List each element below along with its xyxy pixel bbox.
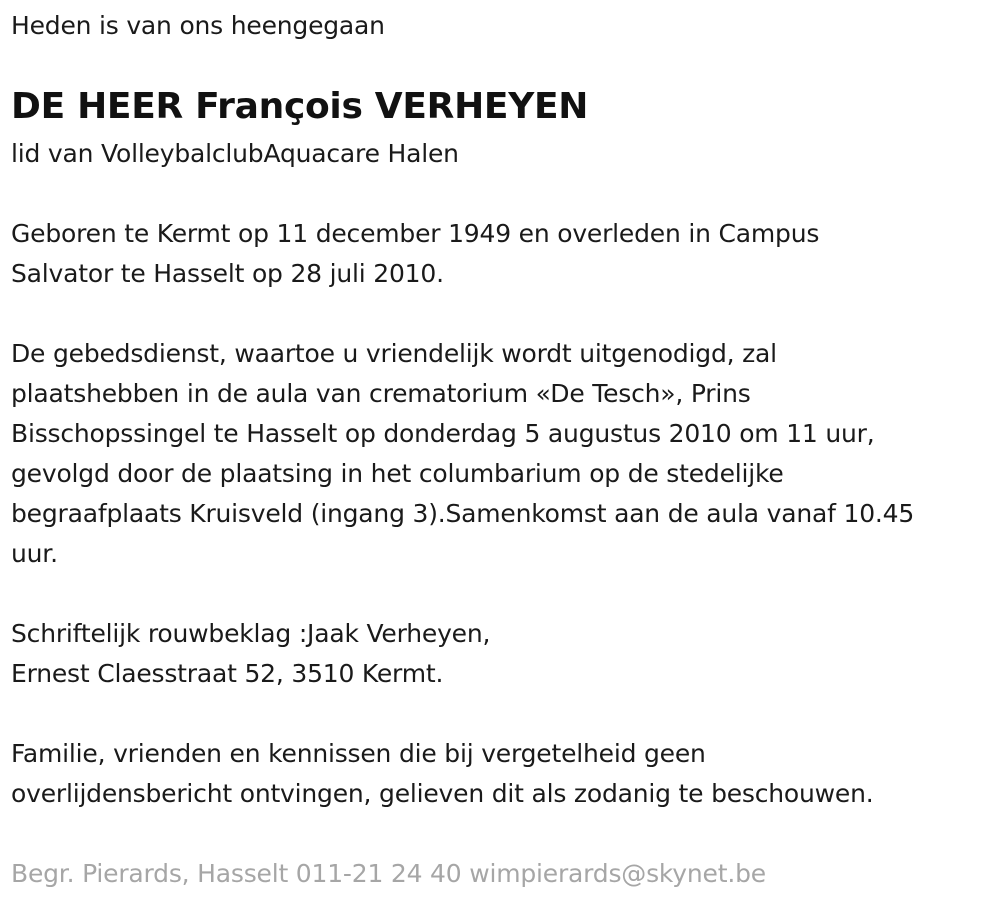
paragraph-line: gevolgd door de plaatsing in het columbarium op de stedelijke	[11, 459, 784, 488]
deceased-name: DE HEER François VERHEYEN	[11, 86, 589, 127]
paragraph-line: De gebedsdienst, waartoe u vriendelijk wordt uitgenodigd, zal	[11, 339, 777, 368]
paragraph-line: Familie, vrienden en kennissen die bij vergetelheid geen	[11, 739, 706, 768]
paragraph-line: Bisschopssingel te Hasselt op donderdag 5 augustus 2010 om 11 uur,	[11, 419, 875, 448]
funeral-home-footer: Begr. Pierards, Hasselt 011-21 24 40 wimpierards@skynet.be	[11, 859, 766, 888]
birth-death-paragraph	[11, 214, 819, 294]
paragraph-line: Schriftelijk rouwbeklag :Jaak Verheyen,	[11, 619, 491, 648]
condolence-paragraph	[11, 614, 490, 694]
paragraph-line: plaatshebben in de aula van crematorium «De Tesch», Prins	[11, 379, 751, 408]
paragraph-line: overlijdensbericht ontvingen, gelieven dit als zodanig te beschouwen.	[11, 779, 874, 808]
service-paragraph	[11, 334, 914, 574]
family-notice-paragraph	[11, 734, 874, 814]
membership-line: lid van VolleybalclubAquacare Halen	[11, 139, 459, 168]
paragraph-line: begraafplaats Kruisveld (ingang 3).Samenkomst aan de aula vanaf 10.45	[11, 499, 915, 528]
paragraph-line: Salvator te Hasselt op 28 juli 2010.	[11, 259, 444, 288]
intro-line: Heden is van ons heengegaan	[11, 11, 385, 40]
paragraph-line: Geboren te Kermt op 11 december 1949 en overleden in Campus	[11, 219, 820, 248]
paragraph-line: Ernest Claesstraat 52, 3510 Kermt.	[11, 659, 444, 688]
paragraph-line: uur.	[11, 539, 58, 568]
